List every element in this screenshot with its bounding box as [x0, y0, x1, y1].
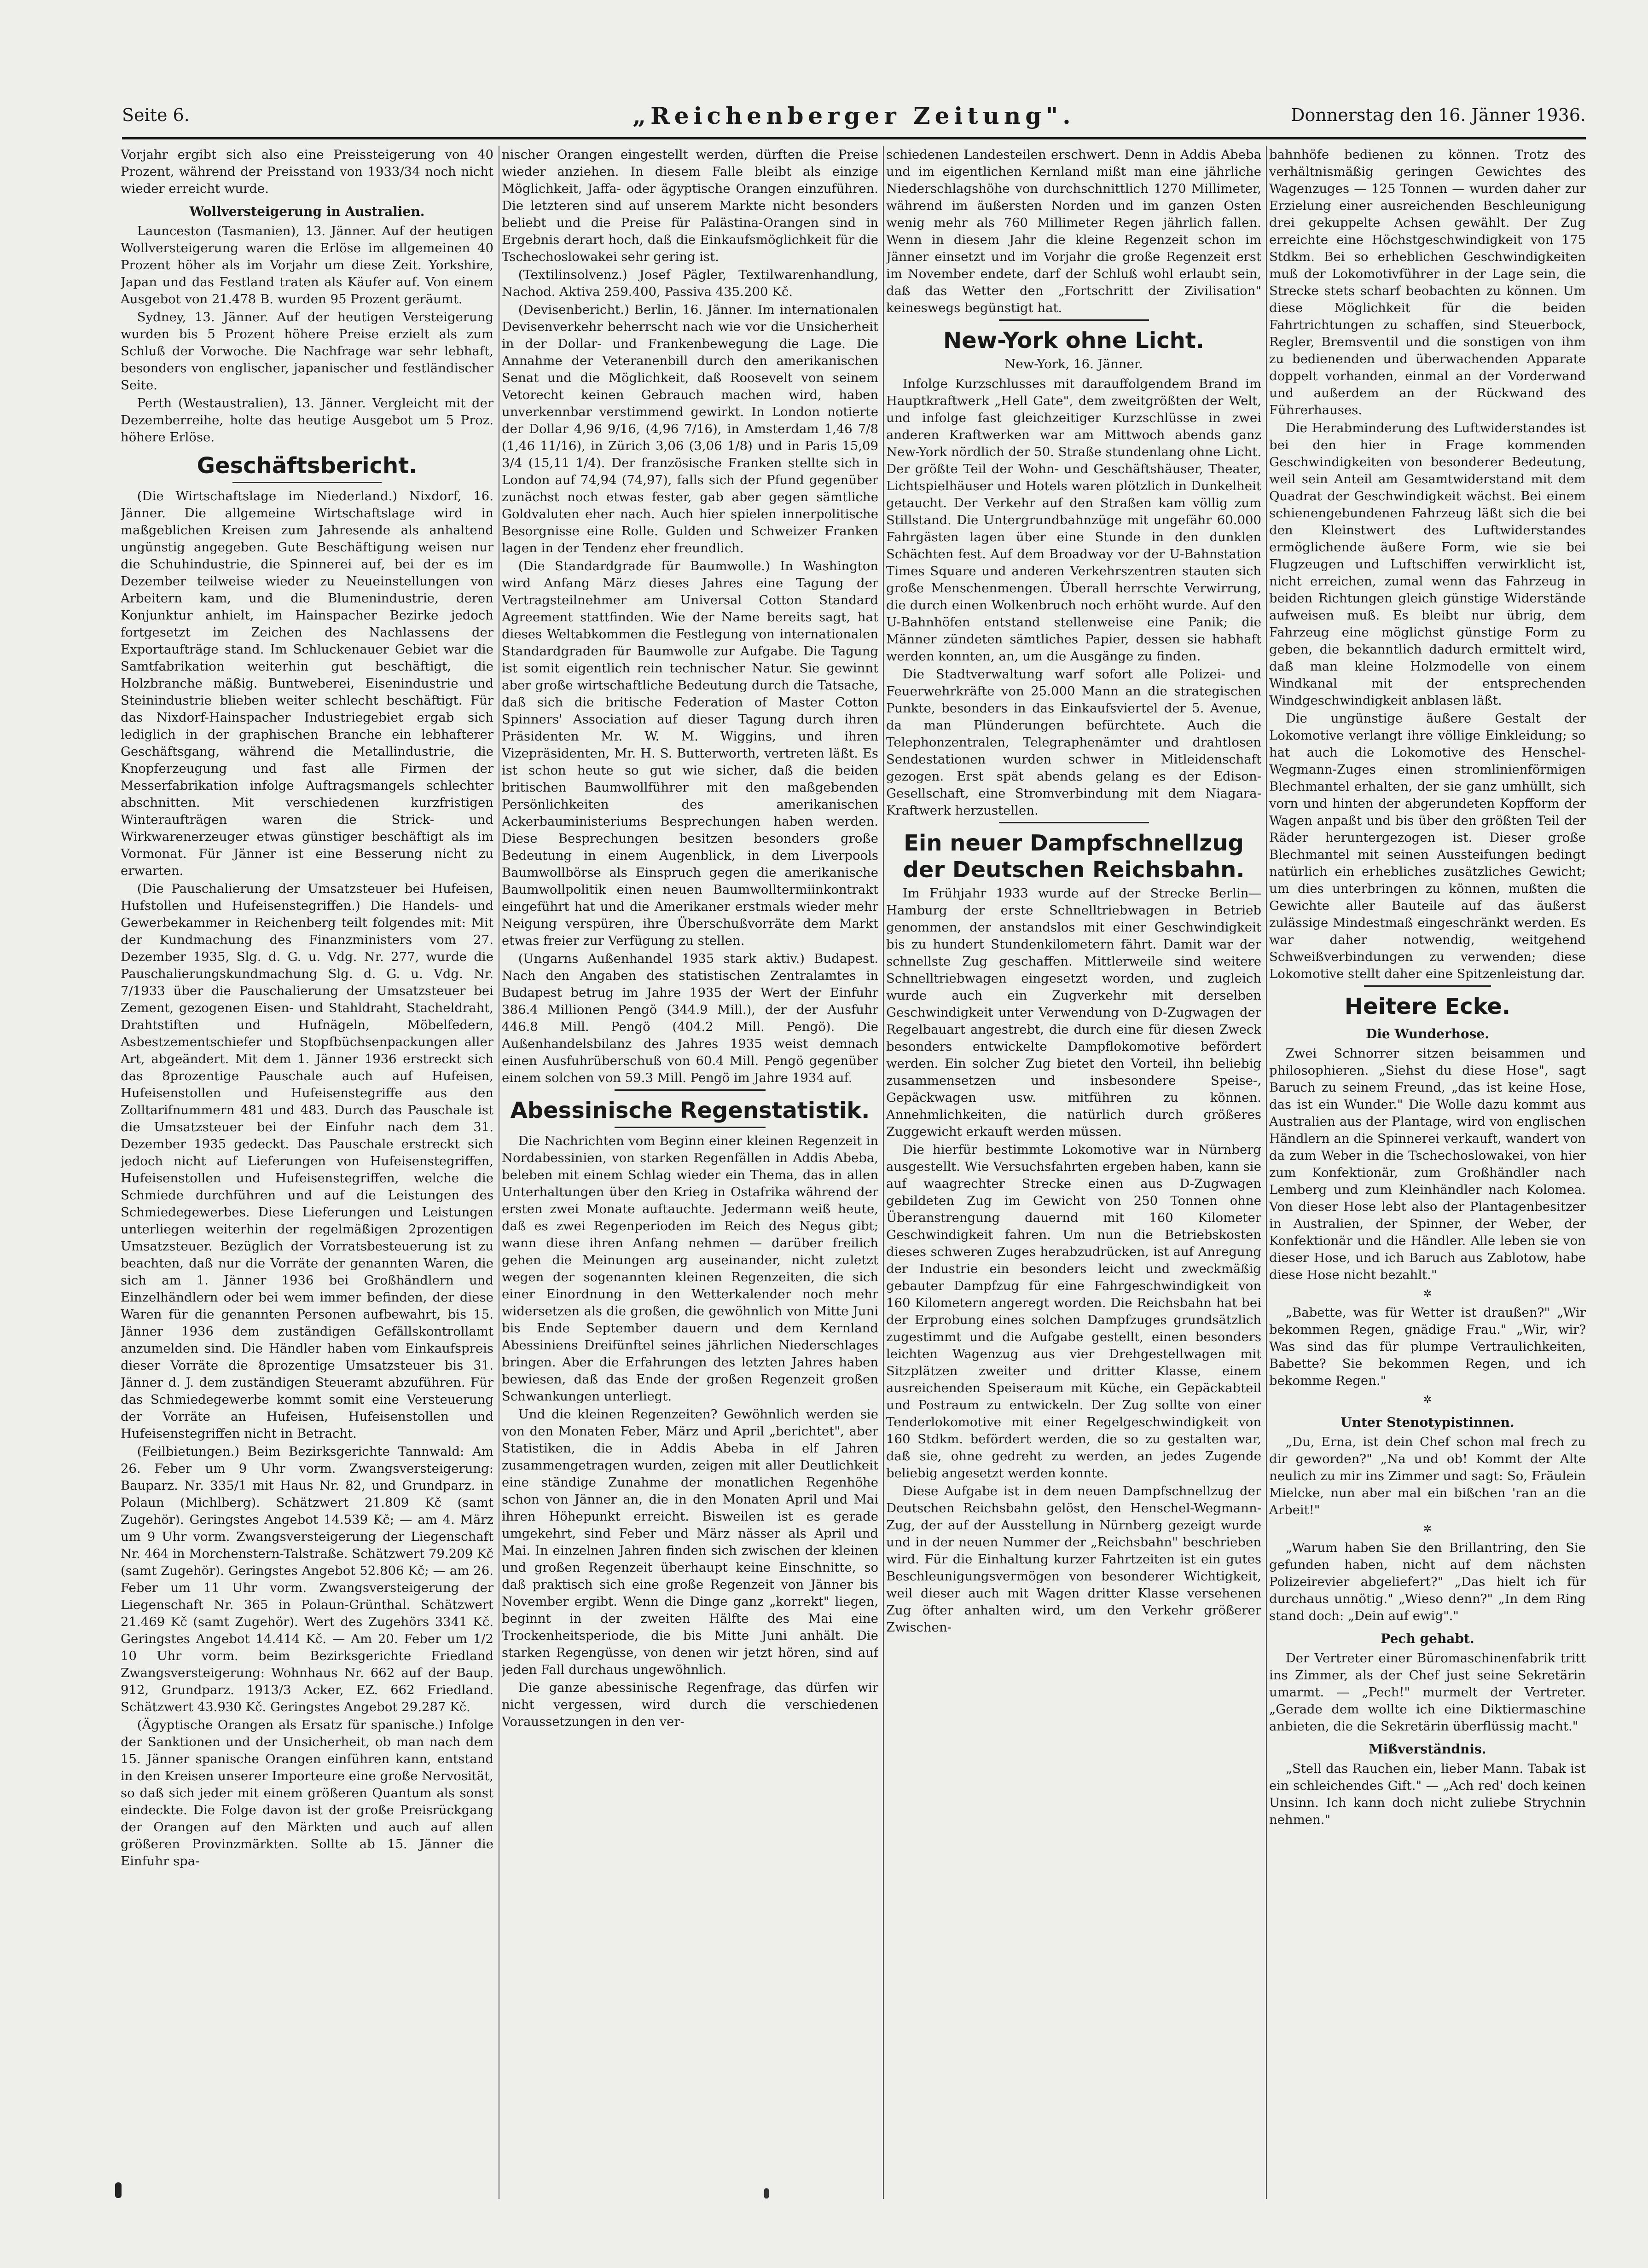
dateline: New-York, 16. Jänner. — [1004, 357, 1143, 371]
heading-rule — [999, 319, 1149, 321]
joke-title: Mißverständnis. — [1369, 1742, 1486, 1757]
joke-paragraph: „Du, Erna, ist dein Chef schon mal frech zu dir geworden?" „Na und ob! Kommt der Alte neulich zu mir ins Zimmer und sagt: So, Fräulein Mielcke, nun aber mal ein bißchen 'ran an die Arbeit!" — [1269, 1435, 1586, 1517]
ornament-divider: ✲ — [1423, 1394, 1432, 1406]
article-paragraph: Die Nachrichten vom Beginn einer kleinen Regenzeit in Nordabessinien, von starken Regenfällen in Addis Abeba, beleben mit einem Schlag wieder ein Thema, das in allen Unterhaltungen über den Krieg in Ostafrika während der ersten zwei Monate auftauchte. Jedermann weiß heute, daß es zwei Regenperioden im Reich des Negus gibt; wann diese ihren Anfang nehmen — darüber freilich gehen die Meinungen arg auseinander, nicht zuletzt wegen der sogenannten kleinen Regenzeiten, die sich einer Einordnung in den Wetterkalender noch mehr widersetzen als die großen, die gewöhnlich von Mitte Juni bis Ende September dauern und dem Kernland Abessiniens Dreifünftel seines jährlichen Niederschlages bringen. Aber die Erfahrungen des letzten Jahres haben bewiesen, daß das Ende der großen Regenzeit großen Schwankungen unterliegt. — [502, 1134, 878, 1404]
ornament-divider: ✲ — [1423, 1523, 1432, 1535]
joke-title: Unter Stenotypistinnen. — [1340, 1415, 1515, 1430]
ink-mark — [115, 2182, 122, 2198]
article-paragraph: Launceston (Tasmanien), 13. Jänner. Auf der heutigen Wollversteigerung waren die Erlöse im allgemeinen 40 Prozent höher als im Vorjahr um diese Zeit. Yorkshire, Japan und das Festland traten als Käufer auf. Von einem Ausgebot von 21.478 B. wurden 95 Prozent geräumt. — [121, 224, 493, 307]
article-paragraph: (Textilinsolvenz.) Josef Pägler, Textilwarenhandlung, Nachod. Aktiva 259.400, Passiva 435.200 Kč. — [502, 267, 878, 299]
masthead-rule — [122, 137, 1586, 139]
article-paragraph: Infolge Kurzschlusses mit darauffolgendem Brand im Hauptkraftwerk „Hell Gate", dem zweitgrößten der Welt, und infolge fast gleichzeitiger Kurzschlüsse in zwei anderen Kraftwerken war am Mittwoch abends ganz New-York nördlich der 50. Straße stundenlang ohne Licht. Der größte Teil der Wohn- und Geschäftshäuser, Theater, Lichtspielhäuser und Hotels waren plötzlich in Dunkelheit getaucht. Der Verkehr auf den Straßen kam völlig zum Stillstand. Die Untergrundbahnzüge mit ungefähr 60.000 Fahrgästen lagen über eine Stunde in den dunklen Schächten fest. Auf dem Broadway vor der U-Bahnstation Times Square und anderen Verkehrszentren stauten sich große Menschenmengen. Überall herrschte Verwirrung, die durch einen Wolkenbruch noch erhöht wurde. Auf den U-Bahnhöfen entstand stellenweise eine Panik; die Männer zündeten sämtliches Papier, dessen sie habhaft werden konnten, an, um die Ausgänge zu finden. — [886, 376, 1261, 664]
article-paragraph: Die Herabminderung des Luftwiderstandes ist bei den hier in Frage kommenden Geschwindigkeiten von besonderer Bedeutung, weil sein Anteil am Gesamtwiderstand mit dem Quadrat der Geschwindigkeit wächst. Bei einem schienengebundenen Fahrzeug läßt sich die bei den Kleinstwert des Luftwiderstandes ermöglichende äußere Form, wie sie bei Flugzeugen und Luftschiffen verwirklicht ist, nicht erreichen, zumal wenn das Fahrzeug in beiden Richtungen gleich günstige Widerstände aufweisen muß. Es bleibt nur übrig, dem Fahrzeug eine möglichst günstige Form zu geben, die bekanntlich dadurch ermittelt wird, daß man kleine Holzmodelle von einem Windkanal mit der entsprechenden Windgeschwindigkeit anblasen läßt. — [1269, 421, 1586, 708]
column-3 — [886, 146, 1261, 2208]
section-heading: Geschäftsbericht. — [197, 453, 418, 479]
joke-title: Pech gehabt. — [1381, 1631, 1474, 1646]
article-paragraph: Perth (Westaustralien), 13. Jänner. Vergleicht mit der Dezemberreihe, holte das heutige Ausgebot um 5 Proz. höhere Erlöse. — [121, 396, 493, 445]
article-paragraph: (Die Wirtschaftslage im Niederland.) Nixdorf, 16. Jänner. Die allgemeine Wirtschaftslage wird in maßgeblichen Kreisen zum Jahresende als anhaltend ungünstig angegeben. Gute Beschäftigung weisen nur die Schuhindustrie, die Spinnerei auf, bei der es im Dezember teilweise wieder zu Neueinstellungen von Arbeitern kam, und die Blumenindustrie, deren Konjunktur anhielt, im Hainspacher Bezirke jedoch fortgesetzt im Zeichen des Nachlassens der Exportaufträge stand. Im Schluckenauer Gebiet war die Samtfabrikation weiterhin gut beschäftigt, die Holzbranche mäßig. Buntweberei, Eisenindustrie und Steinindustrie blieben weiter schlecht beschäftigt. Für das Nixdorf-Hainspacher Industriegebiet ergab sich lediglich in der graphischen Branche ein lebhafterer Geschäftsgang, während die Metallindustrie, die Knopferzeugung und fast alle Firmen der Messerfabrikation infolge Auftragsmangels schlechter abschnitten. Mit verschiedenen kurzfristigen Winteraufträgen waren die Strick- und Wirkwarenerzeuger etwas günstiger beschäftigt als im Vormonat. Für Jänner ist eine Besserung nicht zu erwarten. — [121, 489, 493, 878]
joke-paragraph: „Warum haben Sie den Brillantring, den Sie gefunden haben, nicht auf dem nächsten Polizeirevier abgeliefert?" „Das hielt ich für durchaus unnötig." „Wieso denn?" „In dem Ring stand doch: „Dein auf ewig"." — [1269, 1540, 1586, 1623]
column-divider — [1266, 146, 1267, 2199]
joke-paragraph: „Stell das Rauchen ein, lieber Mann. Tabak ist ein schleichendes Gift." — „Ach red' doch keinen Unsinn. Ich kann doch nicht zuliebe Strychnin nehmen." — [1269, 1761, 1586, 1827]
column-divider — [883, 146, 884, 2199]
section-heading: Heitere Ecke. — [1344, 994, 1511, 1019]
article-paragraph: Die Stadtverwaltung warf sofort alle Polizei- und Feuerwehrkräfte von 25.000 Mann an die strategischen Punkte, besonders in das Einkaufsviertel der 5. Avenue, da man Plünderungen befürchtete. Auch die Telephonzentralen, Telegraphenämter und drahtlosen Sendestationen wurden schwer in Mitleidenschaft gezogen. Erst spät abends gelang es der Edison-Gesellschaft, eine Stromverbindung mit dem Niagara-Kraftwerk herzustellen. — [886, 667, 1261, 818]
heading-rule — [232, 482, 382, 483]
article-paragraph: Die hierfür bestimmte Lokomotive war in Nürnberg ausgestellt. Wie Versuchsfahrten ergeben haben, kann sie auf waagrechter Strecke einen aus D-Zugwagen gebildeten Zug im Gewicht von 250 Tonnen ohne Überanstrengung dauernd mit 160 Kilometer Geschwindigkeit fahren. Um nun die Betriebskosten dieses schweren Zuges herabzudrücken, ist auf Anregung der Industrie ein besonders leicht und zweckmäßig gebauter Dampfzug für eine Fahrgeschwindigkeit von 160 Kilometern angeregt worden. Die Reichsbahn hat bei der Erprobung eines solchen Dampfzuges grundsätzlich zugestimmt und die Aufgabe gestellt, einen besonders leichten Wagenzug aus vier Drehgestellwagen mit Sitzplätzen zweiter und dritter Klasse, einem ausreichenden Speiseraum mit Küche, ein Gepäckabteil und Postraum zu entwickeln. Der Zug sollte von einer Tenderlokomotive mit einer Regelgeschwindigkeit von 160 Stdkm. befördert werden, die so zu gestalten war, daß sie, ohne gedreht zu werden, an jedes Zugende beliebig angesetzt werden konnte. — [886, 1142, 1261, 1481]
article-paragraph: (Die Standardgrade für Baumwolle.) In Washington wird Anfang März dieses Jahres eine Tagung der Vertragsteilnehmer am Universal Cotton Standard Agreement stattfinden. Wie der Name bereits sagt, hat dieses Weltabkommen die Festlegung von internationalen Standardgraden für Baumwolle zur Aufgabe. Die Tagung ist somit eigentlich rein technischer Natur. Sie gewinnt aber große wirtschaftliche Bedeutung durch die Tatsache, daß sich die britische Federation of Master Cotton Spinners' Association auf dieser Tagung durch ihren Präsidenten Mr. W. M. Wiggins, und ihren Vizepräsidenten, Mr. H. S. Butterworth, vertreten läßt. Es ist schon heute so gut wie sicher, daß die beiden britischen Baumwollführer mit den maßgebenden Persönlichkeiten des amerikanischen Ackerbauministeriums Besprechungen haben werden. Diese Besprechungen besitzen besonders große Bedeutung in einem Augenblick, in dem Liverpools Baumwollbörse als Einspruch gegen die amerikanische Baumwollpolitik einen neuen Baumwolltermiinkontrakt eingeführt hat und die Amerikaner erstmals wieder mehr Neigung verspüren, ihre Überschußvorräte dem Markt etwas freier zur Verfügung zu stellen. — [502, 559, 878, 948]
column-2 — [502, 146, 878, 2208]
section-heading: Abessinische Regenstatistik. — [510, 1098, 870, 1123]
article-paragraph: schiedenen Landesteilen erschwert. Denn in Addis Abeba und im eigentlichen Kernland mißt man eine jährliche Niederschlagshöhe von durchschnittlich 1270 Millimeter, während im äußersten Norden und im ganzen Osten wenig mehr als 760 Millimeter Regen jährlich fallen. Wenn in diesem Jahr die kleine Regenzeit schon im Jänner einsetzt und im Vorjahr die große Regenzeit erst im November endete, darf der Schluß wohl erlaubt sein, daß das Wetter den „Fortschritt der Zivilisation" keineswegs begünstigt hat. — [886, 147, 1261, 315]
joke-paragraph: „Babette, was für Wetter ist draußen?" „Wir bekommen Regen, gnädige Frau." „Wir, wir? Was sind das für plumpe Vertraulichkeiten, Babette? Sie bekommen Regen, und ich bekomme Regen." — [1269, 1305, 1586, 1388]
section-heading: New-York ohne Licht. — [943, 328, 1204, 353]
ornament-divider: ✲ — [1423, 1288, 1432, 1300]
joke-paragraph: Zwei Schnorrer sitzen beisammen und philosophieren. „Siehst du diese Hose", sagt Baruch zu seinem Freund, „das ist keine Hose, das ist ein Wunder." Die Wolle dazu kommt aus Australien aus der Plantage, wird von englischen Händlern an die Spinnerei verkauft, wandert von da zum Weber in die Tschechoslowakei, von hier zum Konfektionär, zum Großhändler nach Lemberg und zum Kleinhändler nach Kolomea. Von dieser Hose lebt also der Plantagenbesitzer in Australien, der Spinner, der Weber, der Konfektionär und die Händler. Alle leben sie von dieser Hose, und ich Baruch aus Zablotow, habe diese Hose nicht bezahlt." — [1269, 1046, 1586, 1282]
article-paragraph: Die ganze abessinische Regenfrage, das dürfen wir nicht vergessen, wird durch die verschiedenen Voraussetzungen in den ver- — [502, 1680, 878, 1729]
article-paragraph: Diese Aufgabe ist in dem neuen Dampfschnellzug der Deutschen Reichsbahn gelöst, den Henschel-Wegmann-Zug, der auf der Ausstellung in Nürnberg gezeigt wurde und in der neuen Nummer der „Reichsbahn" beschrieben wird. Für die Einhaltung kurzer Fahrtzeiten ist ein gutes Beschleunigungsvermögen von besonderer Wichtigkeit, weil dieser auch mit Wagen dritter Klasse versehenen Zug öfter anhalten wird, um den Verkehr größerer Zwischen- — [886, 1484, 1261, 1635]
joke-title: Die Wunderhose. — [1365, 1026, 1489, 1041]
heading-rule — [615, 1127, 765, 1128]
column-4 — [1269, 146, 1586, 2208]
heading-rule — [1364, 985, 1491, 987]
heading-rule — [615, 1089, 765, 1091]
section-heading: Ein neuer Dampfschnellzug der Deutschen Reichsbahn. — [903, 830, 1245, 883]
article-paragraph: Die ungünstige äußere Gestalt der Lokomotive verlangt ihre völlige Einkleidung; so hat auch die Lokomotive des Henschel-Wegmann-Zuges einen stromlinienförmigen Blechmantel erhalten, der sie ganz umhüllt, sich vorn und hinten der abgerundeten Kopfform der Wagen anpaßt und bis über den größten Teil der Räder heruntergezogen ist. Dieser große Blechmantel mit seinen Aussteifungen bedingt natürlich ein erhebliches zusätzliches Gewicht; um dies unterbringen zu können, mußten die Gewichte aller Bauteile auf das äußerst zulässige Mindestmaß eingeschränkt werden. Es war daher notwendig, weitgehend Schweißverbindungen zu verwenden; diese Lokomotive stellt daher eine Spitzenleistung dar. — [1269, 711, 1586, 981]
article-paragraph: (Ägyptische Orangen als Ersatz für spanische.) Infolge der Sanktionen und der Unsicherheit, ob man nach dem 15. Jänner spanische Orangen einführen kann, entstand in den Kreisen unserer Importeure eine große Nervosität, so daß sich jeder mit einem größeren Quantum als sonst eindeckte. Die Folge davon ist der große Preisrückgang der Orangen auf den Märkten und auch auf allen größeren Provinzmärkten. Sollte ab 15. Jänner die Einfuhr spa- — [121, 1718, 493, 1869]
ink-mark — [764, 2188, 769, 2199]
article-paragraph: (Die Pauschalierung der Umsatzsteuer bei Hufeisen, Hufstollen und Hufeisenstegriffen.) Die Handels- und Gewerbekammer in Reichenberg teilt folgendes mit: Mit der Kundmachung des Finanzministers vom 27. Dezember 1935, Slg. d. G. u. Vdg. Nr. 277, wurde die Pauschalierungskundmachung Slg. d. G. u. Vdg. Nr. 7/1933 über die Pauschalierung der Umsatzsteuer bei Zement, gezogenen Eisen- und Stahldraht, Stacheldraht, Drahtstiften und Hufnägeln, Möbelfedern, Asbestzementschiefer und Stopfbüchsenpackungen aller Art, abgeändert. Mit dem 1. Jänner 1936 erstreckt sich das 8prozentige Pauschale auch auf Hufeisen, Hufeisenstollen und Hufeisenstegriffe aus den Zolltarifnummern 481 und 483. Durch das Pauschale ist die Umsatzsteuer bei der Einfuhr nach dem 31. Dezember 1935 gedeckt. Das Pauschale erstreckt sich jedoch nicht auf Lieferungen von Hufeisenstegriffen, Hufeisenstollen und Hufeisenstegriffen, welche die Schmiede durchführen und auf die Leistungen des Schmiedegewerbes. Diese Lieferungen und Leistungen unterliegen weiterhin der regelmäßigen 2prozentigen Umsatzsteuer. Bezüglich der Vorratsbesteuerung ist zu beachten, daß nur die Vorräte der genannten Waren, die sich am 1. Jänner 1936 bei Großhändlern und Einzelhändlern oder bei wem immer befinden, der diese Waren für die genannten Personen aufbewahrt, bis 15. Jänner 1936 dem zuständigen Gefällskontrollamt anzumelden sind. Die Händler haben vom Einkaufspreis dieser Vorräte die 8prozentige Umsatzsteuer bis 31. Jänner d. J. dem zuständigen Steueramt abzuführen. Für das Schmiedegewerbe kommt somit eine Versteuerung der Vorräte an Hufeisen, Hufeisenstollen und Hufeisenstegriffen nicht in Betracht. — [121, 881, 493, 1441]
newspaper-title: „Reichenberger Zeitung". — [633, 102, 1075, 129]
article-paragraph: Sydney, 13. Jänner. Auf der heutigen Versteigerung wurden bis 5 Prozent höhere Preise erzielt als zum Schluß der Vorwoche. Die Nachfrage war sehr lebhaft, besonders von englischer, japanischer und festländischer Seite. — [121, 310, 493, 393]
article-paragraph: Im Frühjahr 1933 wurde auf der Strecke Berlin—Hamburg der erste Schnelltriebwagen in Betrieb genommen, der anstandslos mit einer Geschwindigkeit bis zu hundert Stundenkilometern fährt. Damit war der schnellste Zug geschaffen. Mittlerweile sind weitere Schnelltriebwagen eingesetzt worden, und zugleich wurde auch ein Zugverkehr mit derselben Geschwindigkeit unter Verwendung von D-Zugwagen der Regelbauart angestrebt, die durch eine für diesen Zweck besonders entwickelte Dampflokomotive befördert werden. Ein solcher Zug bietet den Vorteil, ihn beliebig zusammensetzen und insbesondere Speise-, Gepäckwagen usw. mitführen zu können. Annehmlichkeiten, die natürlich durch größeres Zuggewicht erkauft werden müssen. — [886, 886, 1261, 1139]
page-number: Seite 6. — [122, 105, 190, 125]
column-1 — [121, 146, 493, 2208]
heading-rule — [999, 822, 1149, 823]
article-paragraph: (Ungarns Außenhandel 1935 stark aktiv.) Budapest. Nach den Angaben des statistischen Zentralamtes in Budapest betrug im Jahre 1935 der Wert der Einfuhr 386.4 Millionen Pengö (344.9 Mill.), der der Ausfuhr 446.8 Mill. Pengö (404.2 Mill. Pengö). Die Außenhandelsbilanz des Jahres 1935 weist demnach einen Ausfuhrüberschuß von 60.4 Mill. Pengö gegenüber einem solchen von 59.3 Mill. Pengö im Jahre 1934 auf. — [502, 951, 878, 1085]
article-subheading: Wollversteigerung in Australien. — [189, 204, 425, 219]
issue-date: Donnerstag den 16. Jänner 1936. — [1290, 105, 1586, 125]
article-paragraph: nischer Orangen eingestellt werden, dürften die Preise wieder anziehen. In diesem Falle bleibt als einzige Möglichkeit, Jaffa- oder ägyptische Orangen einzuführen. Die letzteren sind auf unserem Markte nicht besonders beliebt und die Preise für Palästina-Orangen sind in Ergebnis derart hoch, daß die Einkaufsmöglichkeit für die Tschechoslowakei sehr gering ist. — [502, 147, 878, 264]
joke-paragraph: Der Vertreter einer Büromaschinenfabrik tritt ins Zimmer, als der Chef just seine Sekretärin umarmt. — „Pech!" murmelt der Vertreter. „Gerade dem wollte ich eine Diktiermaschine anbieten, die die Sekretärin überflüssig macht." — [1269, 1651, 1586, 1734]
article-paragraph: (Devisenbericht.) Berlin, 16. Jänner. Im internationalen Devisenverkehr beherrscht nach wie vor die Unsicherheit in der Dollar- und Frankenbewegung die Lage. Die Annahme der Veteranenbill durch den amerikanischen Senat und die Möglichkeit, daß Roosevelt von seinem Vetorecht keinen Gebrauch machen wird, haben unverkennbar verstimmend gewirkt. In London notierte der Dollar 4,96 9/16, (4,96 7/16), in Amsterdam 1,46 7/8 (1,46 11/16), in Zürich 3,06 (3,06 1/8) und in Paris 15,09 3/4 (15,11 1/4). Der französische Franken stellte sich in London auf 74,94 (74,97), falls sich der Pfund gegenüber zunächst noch etwas fester, gab aber gegen sämtliche Goldvaluten eher nach. Auch hier spielen innerpolitische Besorgnisse eine Rolle. Gulden und Schweizer Franken lagen in der Tendenz eher freundlich. — [502, 302, 878, 555]
article-paragraph: Vorjahr ergibt sich also eine Preissteigerung von 40 Prozent, während der Preisstand von 1933/34 noch nicht wieder erreicht wurde. — [121, 147, 493, 196]
masthead — [122, 102, 1586, 133]
article-paragraph: bahnhöfe bedienen zu können. Trotz des verhältnismäßig geringen Gewichtes des Wagenzuges — 125 Tonnen — wurden daher zur Erzielung einer ausreichenden Beschleunigung drei gekuppelte Achsen gewählt. Der Zug erreichte eine Höchstgeschwindigkeit von 175 Stdkm. Bei so erheblichen Geschwindigkeiten muß der Lokomotivführer in der Lage sein, die Strecke stets scharf beobachten zu können. Um diese Möglichkeit für die beiden Fahrtrichtungen zu schaffen, sind Steuerbock, Regler, Bremsventil und die sonstigen von ihm zu bedienenden und überwachenden Apparate doppelt vorhanden, einmal an der Vorderwand und außerdem an der Rückwand des Führerhauses. — [1269, 147, 1586, 417]
article-paragraph: (Feilbietungen.) Beim Bezirksgerichte Tannwald: Am 26. Feber um 9 Uhr vorm. Zwangsversteigerung: Bauparz. Nr. 335/1 mit Haus Nr. 82, und Grundparz. in Polaun (Michlberg). Schätzwert 21.809 Kč (samt Zugehör). Geringstes Angebot 14.539 Kč; — am 4. März um 9 Uhr vorm. Zwangsversteigerung der Liegenschaft Nr. 464 in Morchenstern-Talstraße. Schätzwert 79.209 Kč (samt Zugehör). Geringstes Angebot 52.806 Kč; — am 26. Feber um 11 Uhr vorm. Zwangsversteigerung der Liegenschaft Nr. 365 in Polaun-Grünthal. Schätzwert 21.469 Kč (samt Zugehör). Wert des Zugehörs 3341 Kč. Geringstes Angebot 14.414 Kč. — Am 20. Feber um 1/2 10 Uhr vorm. beim Bezirksgerichte Friedland Zwangsversteigerung: Wohnhaus Nr. 662 auf der Baup. 912, Grundparz. 1913/3 Acker, EZ. 662 Friedland. Schätzwert 43.930 Kč. Geringstes Angebot 29.287 Kč. — [121, 1444, 493, 1714]
article-paragraph: Und die kleinen Regenzeiten? Gewöhnlich werden sie von den Monaten Feber, März und April „berichtet", aber Statistiken, die in Addis Abeba in elf Jahren zusammengetragen wurden, zeigen mit aller Deutlichkeit eine ständige Zunahme der monatlichen Regenhöhe schon von Jänner an, die in den Monaten April und Mai ihren Höhepunkt erreicht. Bisweilen ist es gerade umgekehrt, sind Feber und März nässer als April und Mai. In einzelnen Jahren finden sich zwischen der kleinen und großen Regenzeit überhaupt keine Einschnitte, so daß praktisch sich eine große Regenzeit von Jänner bis November ergibt. Wenn die Dinge ganz „korrekt" liegen, beginnt in der zweiten Hälfte des Mai eine Trockenheitsperiode, die bis Mitte Juni anhält. Die starken Regengüsse, von denen wir jetzt hören, sind auf jeden Fall durchaus ungewöhnlich. — [502, 1407, 878, 1677]
